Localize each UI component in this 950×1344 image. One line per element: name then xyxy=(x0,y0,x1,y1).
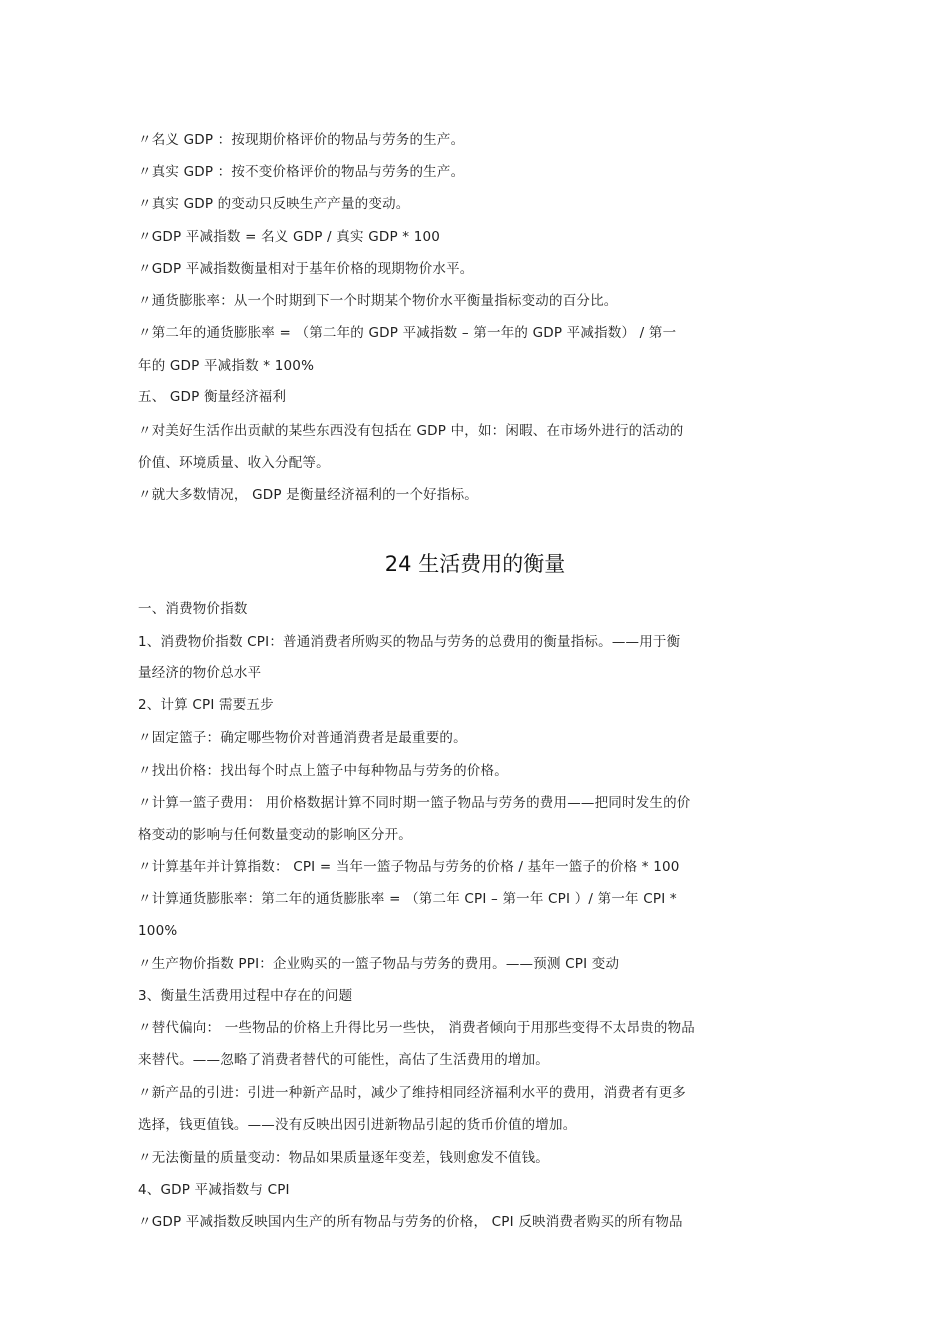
text-line: 〃通货膨胀率：从一个时期到下一个时期某个物价水平衡量指标变动的百分比。 xyxy=(138,293,618,309)
text-line: 〃找出价格：找出每个时点上篮子中每种物品与劳务的价格。 xyxy=(138,763,508,779)
section-heading: 五、 GDP 衡量经济福利 xyxy=(138,389,287,405)
text-line: 〃GDP 平减指数衡量相对于基年价格的现期物价水平。 xyxy=(138,261,474,277)
text-line: 〃对美好生活作出贡献的某些东西没有包括在 GDP 中，如：闲暇、在市场外进行的活动的 xyxy=(138,423,684,439)
text-line: 2、计算 CPI 需要五步 xyxy=(138,697,274,713)
text-line: 〃计算一篮子费用： 用价格数据计算不同时期一篮子物品与劳务的费用——把同时发生的价 xyxy=(138,795,691,811)
chapter-title: 24 生活费用的衡量 xyxy=(384,552,566,576)
text-line: 〃新产品的引进：引进一种新产品时，减少了维持相同经济福利水平的费用，消费者有更多 xyxy=(138,1085,686,1101)
section-heading: 3、衡量生活费用过程中存在的问题 xyxy=(138,988,353,1004)
section-heading: 4、GDP 平减指数与 CPI xyxy=(138,1182,290,1198)
text-line: 〃生产物价指数 PPI：企业购买的一篮子物品与劳务的费用。——预测 CPI 变动 xyxy=(138,956,620,972)
text-line: 年的 GDP 平减指数 * 100% xyxy=(138,358,315,374)
text-line: 〃计算通货膨胀率：第二年的通货膨胀率 = （第二年 CPI – 第一年 CPI ）/ 第一年 CPI * xyxy=(138,891,677,907)
text-line: 1、消费物价指数 CPI：普通消费者所购买的物品与劳务的总费用的衡量指标。——用于衡 xyxy=(138,634,681,650)
text-line: 〃就大多数情况， GDP 是衡量经济福利的一个好指标。 xyxy=(138,487,478,503)
text-line: 100% xyxy=(138,923,178,939)
text-line: 〃固定篮子：确定哪些物价对普通消费者是最重要的。 xyxy=(138,730,467,746)
text-line: 量经济的物价总水平 xyxy=(138,665,262,681)
text-line: 〃替代偏向： 一些物品的价格上升得比另一些快， 消费者倾向于用那些变得不太昂贵的物品 xyxy=(138,1020,695,1036)
text-line: 〃GDP 平减指数反映国内生产的所有物品与劳务的价格， CPI 反映消费者购买的所有物品 xyxy=(138,1214,683,1230)
text-line: 〃真实 GDP ：按不变价格评价的物品与劳务的生产。 xyxy=(138,164,465,180)
text-line: 〃名义 GDP ：按现期价格评价的物品与劳务的生产。 xyxy=(138,132,465,148)
text-line: 〃无法衡量的质量变动：物品如果质量逐年变差，钱则愈发不值钱。 xyxy=(138,1150,549,1166)
text-line: 〃GDP 平减指数 = 名义 GDP / 真实 GDP * 100 xyxy=(138,229,441,245)
section-heading: 一、消费物价指数 xyxy=(138,601,248,617)
text-line: 〃真实 GDP 的变动只反映生产产量的变动。 xyxy=(138,196,410,212)
text-line: 选择，钱更值钱。——没有反映出因引进新物品引起的货币价值的增加。 xyxy=(138,1117,577,1133)
text-line: 〃第二年的通货膨胀率 = （第二年的 GDP 平减指数 – 第一年的 GDP 平减指数） / 第一 xyxy=(138,325,677,341)
text-line: 格变动的影响与任何数量变动的影响区分开。 xyxy=(138,827,412,843)
text-line: 价值、环境质量、收入分配等。 xyxy=(138,455,330,471)
text-line: 〃计算基年并计算指数： CPI = 当年一篮子物品与劳务的价格 / 基年一篮子的价格 * 100 xyxy=(138,859,680,875)
text-line: 来替代。——忽略了消费者替代的可能性，高估了生活费用的增加。 xyxy=(138,1052,549,1068)
